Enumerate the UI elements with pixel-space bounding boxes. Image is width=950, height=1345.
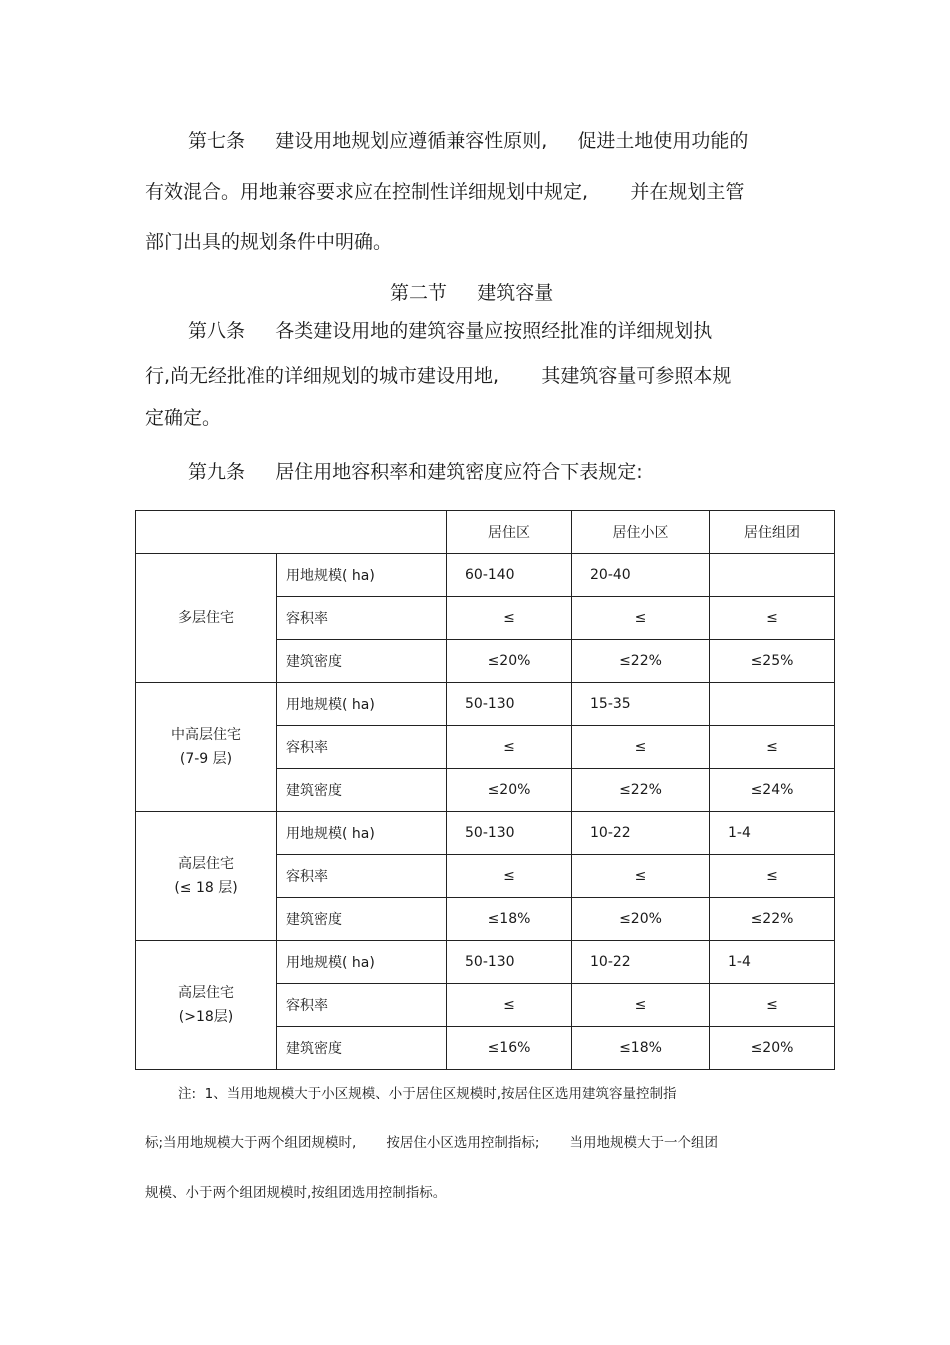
- row-label: 建筑密度: [277, 640, 447, 683]
- row-label: 容积率: [277, 726, 447, 769]
- cell-value: ≤: [572, 984, 710, 1027]
- row-label: 容积率: [277, 597, 447, 640]
- cell-value: ≤22%: [572, 640, 710, 683]
- cell-value: ≤: [447, 984, 572, 1027]
- cell-value: ≤: [447, 597, 572, 640]
- table-row: [136, 683, 835, 726]
- cell-value: 50-130: [447, 683, 572, 726]
- cell-value: ≤: [572, 597, 710, 640]
- cell-value: ≤20%: [447, 640, 572, 683]
- group-label-line: 多层住宅: [178, 610, 234, 626]
- table-header-row: [136, 511, 835, 554]
- row-label: 用地规模( ha): [277, 941, 447, 984]
- header-residential-district: 居住区: [447, 511, 572, 554]
- cell-value: ≤: [447, 855, 572, 898]
- cell-value: ≤: [572, 726, 710, 769]
- article-7-line-3: 部门出具的规划条件中明确。: [145, 231, 393, 253]
- cell-value: ≤: [572, 855, 710, 898]
- note-line-2: 标;当用地规模大于两个组团规模时, 按居住小区选用控制指标; 当用地规模大于一个组团: [145, 1135, 718, 1151]
- row-label: 建筑密度: [277, 1027, 447, 1070]
- group-label-line: 中高层住宅: [171, 727, 241, 743]
- cell-value: ≤24%: [710, 769, 835, 812]
- article-7-line-1: 第七条 建设用地规划应遵循兼容性原则, 促进土地使用功能的: [188, 130, 749, 152]
- row-label: 用地规模( ha): [277, 554, 447, 597]
- cell-value: [710, 683, 835, 726]
- cell-value: ≤25%: [710, 640, 835, 683]
- note-line-3: 规模、小于两个组团规模时,按组团选用控制指标。: [145, 1185, 447, 1201]
- cell-value: ≤: [710, 726, 835, 769]
- article-8-line-1: 第八条 各类建设用地的建筑容量应按照经批准的详细规划执: [188, 320, 713, 342]
- group-label: [136, 941, 277, 1070]
- cell-value: ≤18%: [572, 1027, 710, 1070]
- cell-value: [710, 554, 835, 597]
- row-label: 容积率: [277, 984, 447, 1027]
- group-label-line: 高层住宅: [178, 856, 234, 872]
- cell-value: 50-130: [447, 941, 572, 984]
- cell-value: ≤: [447, 726, 572, 769]
- group-label-line: 高层住宅: [178, 985, 234, 1001]
- header-residential-cluster: 居住组团: [710, 511, 835, 554]
- residential-density-table: [135, 510, 835, 1070]
- cell-value: 1-4: [710, 812, 835, 855]
- cell-value: 50-130: [447, 812, 572, 855]
- table-row: [136, 941, 835, 984]
- cell-value: 1-4: [710, 941, 835, 984]
- header-residential-quarter: 居住小区: [572, 511, 710, 554]
- cell-value: ≤18%: [447, 898, 572, 941]
- row-label: 容积率: [277, 855, 447, 898]
- cell-value: 15-35: [572, 683, 710, 726]
- cell-value: 60-140: [447, 554, 572, 597]
- group-label-line: (≤ 18 层): [174, 880, 238, 896]
- cell-value: ≤22%: [572, 769, 710, 812]
- cell-value: ≤: [710, 855, 835, 898]
- cell-value: 20-40: [572, 554, 710, 597]
- cell-value: ≤20%: [710, 1027, 835, 1070]
- cell-value: ≤: [710, 984, 835, 1027]
- cell-value: 10-22: [572, 941, 710, 984]
- header-blank: [136, 511, 447, 554]
- row-label: 用地规模( ha): [277, 812, 447, 855]
- article-8-line-2: 行,尚无经批准的详细规划的城市建设用地, 其建筑容量可参照本规: [145, 365, 732, 387]
- cell-value: ≤16%: [447, 1027, 572, 1070]
- note-line-1: 注: 1、当用地规模大于小区规模、小于居住区规模时,按居住区选用建筑容量控制指: [178, 1086, 677, 1102]
- group-label-line: (7-9 层): [179, 751, 233, 767]
- cell-value: ≤22%: [710, 898, 835, 941]
- group-label: [136, 812, 277, 941]
- section-title: 第二节 建筑容量: [390, 282, 554, 304]
- row-label: 建筑密度: [277, 898, 447, 941]
- article-7-line-2: 有效混合。用地兼容要求应在控制性详细规划中规定, 并在规划主管: [145, 181, 745, 203]
- cell-value: 10-22: [572, 812, 710, 855]
- group-label: [136, 554, 277, 683]
- article-8-line-3: 定确定。: [145, 407, 222, 429]
- cell-value: ≤: [710, 597, 835, 640]
- group-label-line: (>18层): [178, 1009, 234, 1025]
- table-row: [136, 812, 835, 855]
- table-row: [136, 554, 835, 597]
- cell-value: ≤20%: [572, 898, 710, 941]
- article-9: 第九条 居住用地容积率和建筑密度应符合下表规定:: [188, 461, 643, 483]
- group-label: [136, 683, 277, 812]
- row-label: 建筑密度: [277, 769, 447, 812]
- cell-value: ≤20%: [447, 769, 572, 812]
- row-label: 用地规模( ha): [277, 683, 447, 726]
